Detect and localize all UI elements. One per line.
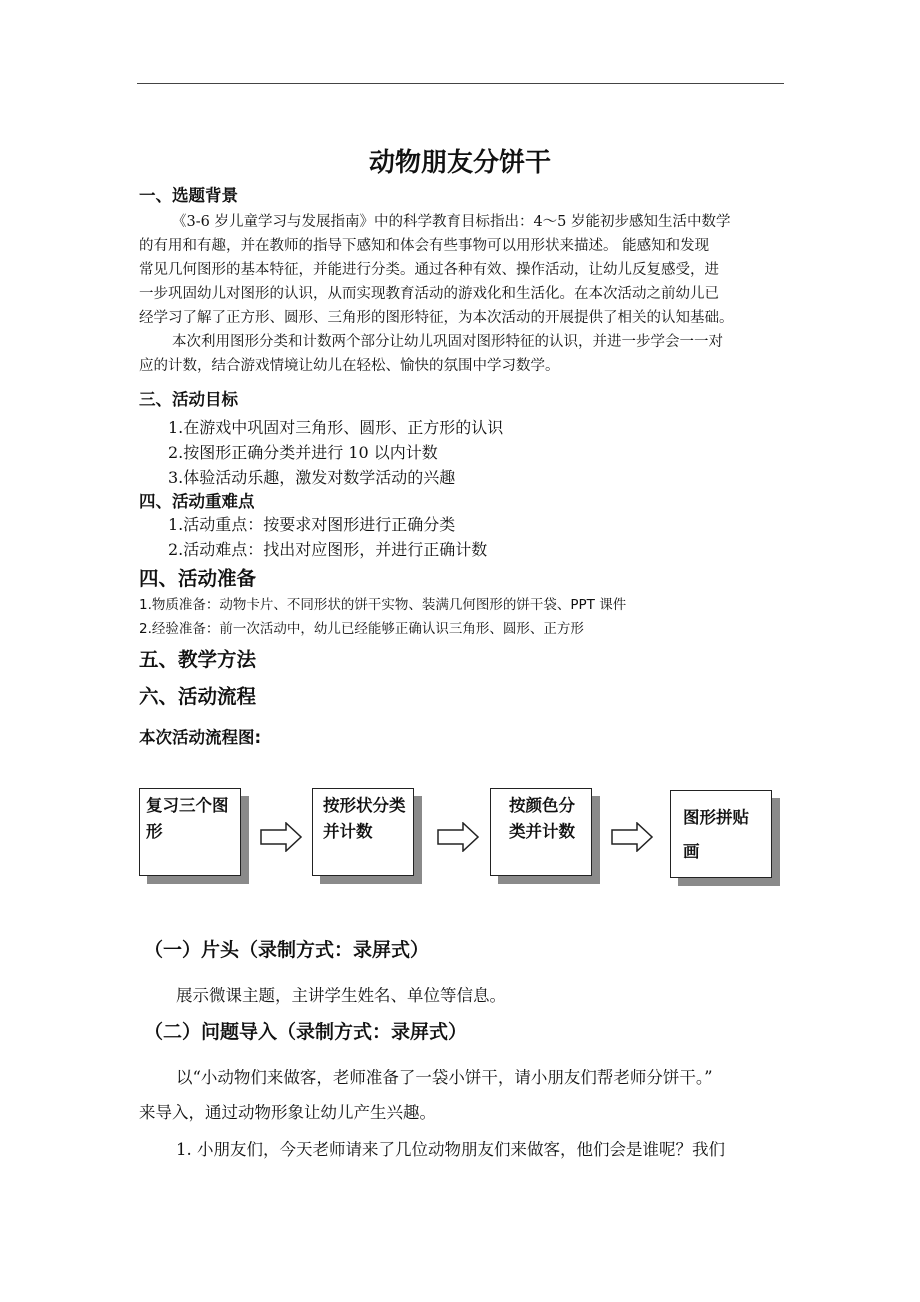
header-rule <box>137 83 784 84</box>
background-para1-line1: 《3-6 岁儿童学习与发展指南》中的科学教育目标指出：4～5 岁能初步感知生活中数学 <box>172 214 731 230</box>
subheading-question-intro: （二）问题导入（录制方式：录屏式） <box>144 1021 468 1043</box>
background-para1-line3: 常见几何图形的基本特征，并能进行分类。通过各种有效、操作活动，让幼儿反复感受，进 <box>139 262 719 278</box>
flow-chart-label: 本次活动流程图: <box>139 728 262 747</box>
background-para2-line1: 本次利用图形分类和计数两个部分让幼儿巩固对图形特征的认识，并进一步学会一一对 <box>172 334 723 350</box>
intro-line-2: 来导入，通过动物形象让幼儿产生兴趣。 <box>139 1103 436 1122</box>
flow-arrow-3-icon <box>611 822 653 852</box>
background-para1-line5: 经学习了解了正方形、圆形、三角形的图形特征，为本次活动的开展提供了相关的认知基础。 <box>139 310 734 326</box>
goal-item-2: 2.按图形正确分类并进行 10 以内计数 <box>168 443 438 462</box>
intro-line-1: 以“小动物们来做客，老师准备了一袋小饼干，请小朋友们帮老师分饼干。” <box>176 1068 713 1087</box>
opening-text: 展示微课主题，主讲学生姓名、单位等信息。 <box>176 986 506 1005</box>
flow-arrow-2-icon <box>437 822 479 852</box>
subheading-opening: （一）片头（录制方式：录屏式） <box>144 939 430 961</box>
goal-item-1: 1.在游戏中巩固对三角形、圆形、正方形的认识 <box>168 418 504 437</box>
heading-key-points: 四、活动重难点 <box>139 492 255 511</box>
goal-item-3: 3.体验活动乐趣，激发对数学活动的兴趣 <box>168 468 456 487</box>
flow-box-review-shapes: 复习三个图形 <box>139 788 241 876</box>
key-point-item-1: 1.活动重点：按要求对图形进行正确分类 <box>168 515 456 534</box>
heading-activity-flow: 六、活动流程 <box>139 685 257 708</box>
background-para1-line2: 的有用和有趣，并在教师的指导下感知和体会有些事物可以用形状来描述。 能感知和发现 <box>139 238 710 254</box>
heading-activity-prep: 四、活动准备 <box>139 567 257 590</box>
prep-item-1: 1.物质准备：动物卡片、不同形状的饼干实物、装满几何图形的饼干袋、PPT 课件 <box>139 597 627 613</box>
background-para1-line4: 一步巩固幼儿对图形的认识，从而实现教育活动的游戏化和生活化。在本次活动之前幼儿已 <box>139 286 719 302</box>
intro-item-1: 1. 小朋友们，今天老师请来了几位动物朋友们来做客，他们会是谁呢？我们 <box>176 1140 725 1159</box>
flow-box-classify-by-color: 按颜色分类并计数 <box>490 788 592 876</box>
flow-box-classify-by-shape: 按形状分类并计数 <box>312 788 414 876</box>
flow-arrow-1-icon <box>260 822 302 852</box>
prep-item-2: 2.经验准备：前一次活动中，幼儿已经能够正确认识三角形、圆形、正方形 <box>139 621 584 637</box>
heading-teaching-method: 五、教学方法 <box>139 648 257 671</box>
heading-topic-background: 一、选题背景 <box>139 186 238 205</box>
flow-box-shape-collage: 图形拼贴画 <box>670 790 772 878</box>
document-title: 动物朋友分饼干 <box>368 148 551 178</box>
heading-activity-goals: 三、活动目标 <box>139 390 238 409</box>
key-point-item-2: 2.活动难点：找出对应图形，并进行正确计数 <box>168 540 488 559</box>
background-para2-line2: 应的计数，结合游戏情境让幼儿在轻松、愉快的氛围中学习数学。 <box>139 358 560 374</box>
